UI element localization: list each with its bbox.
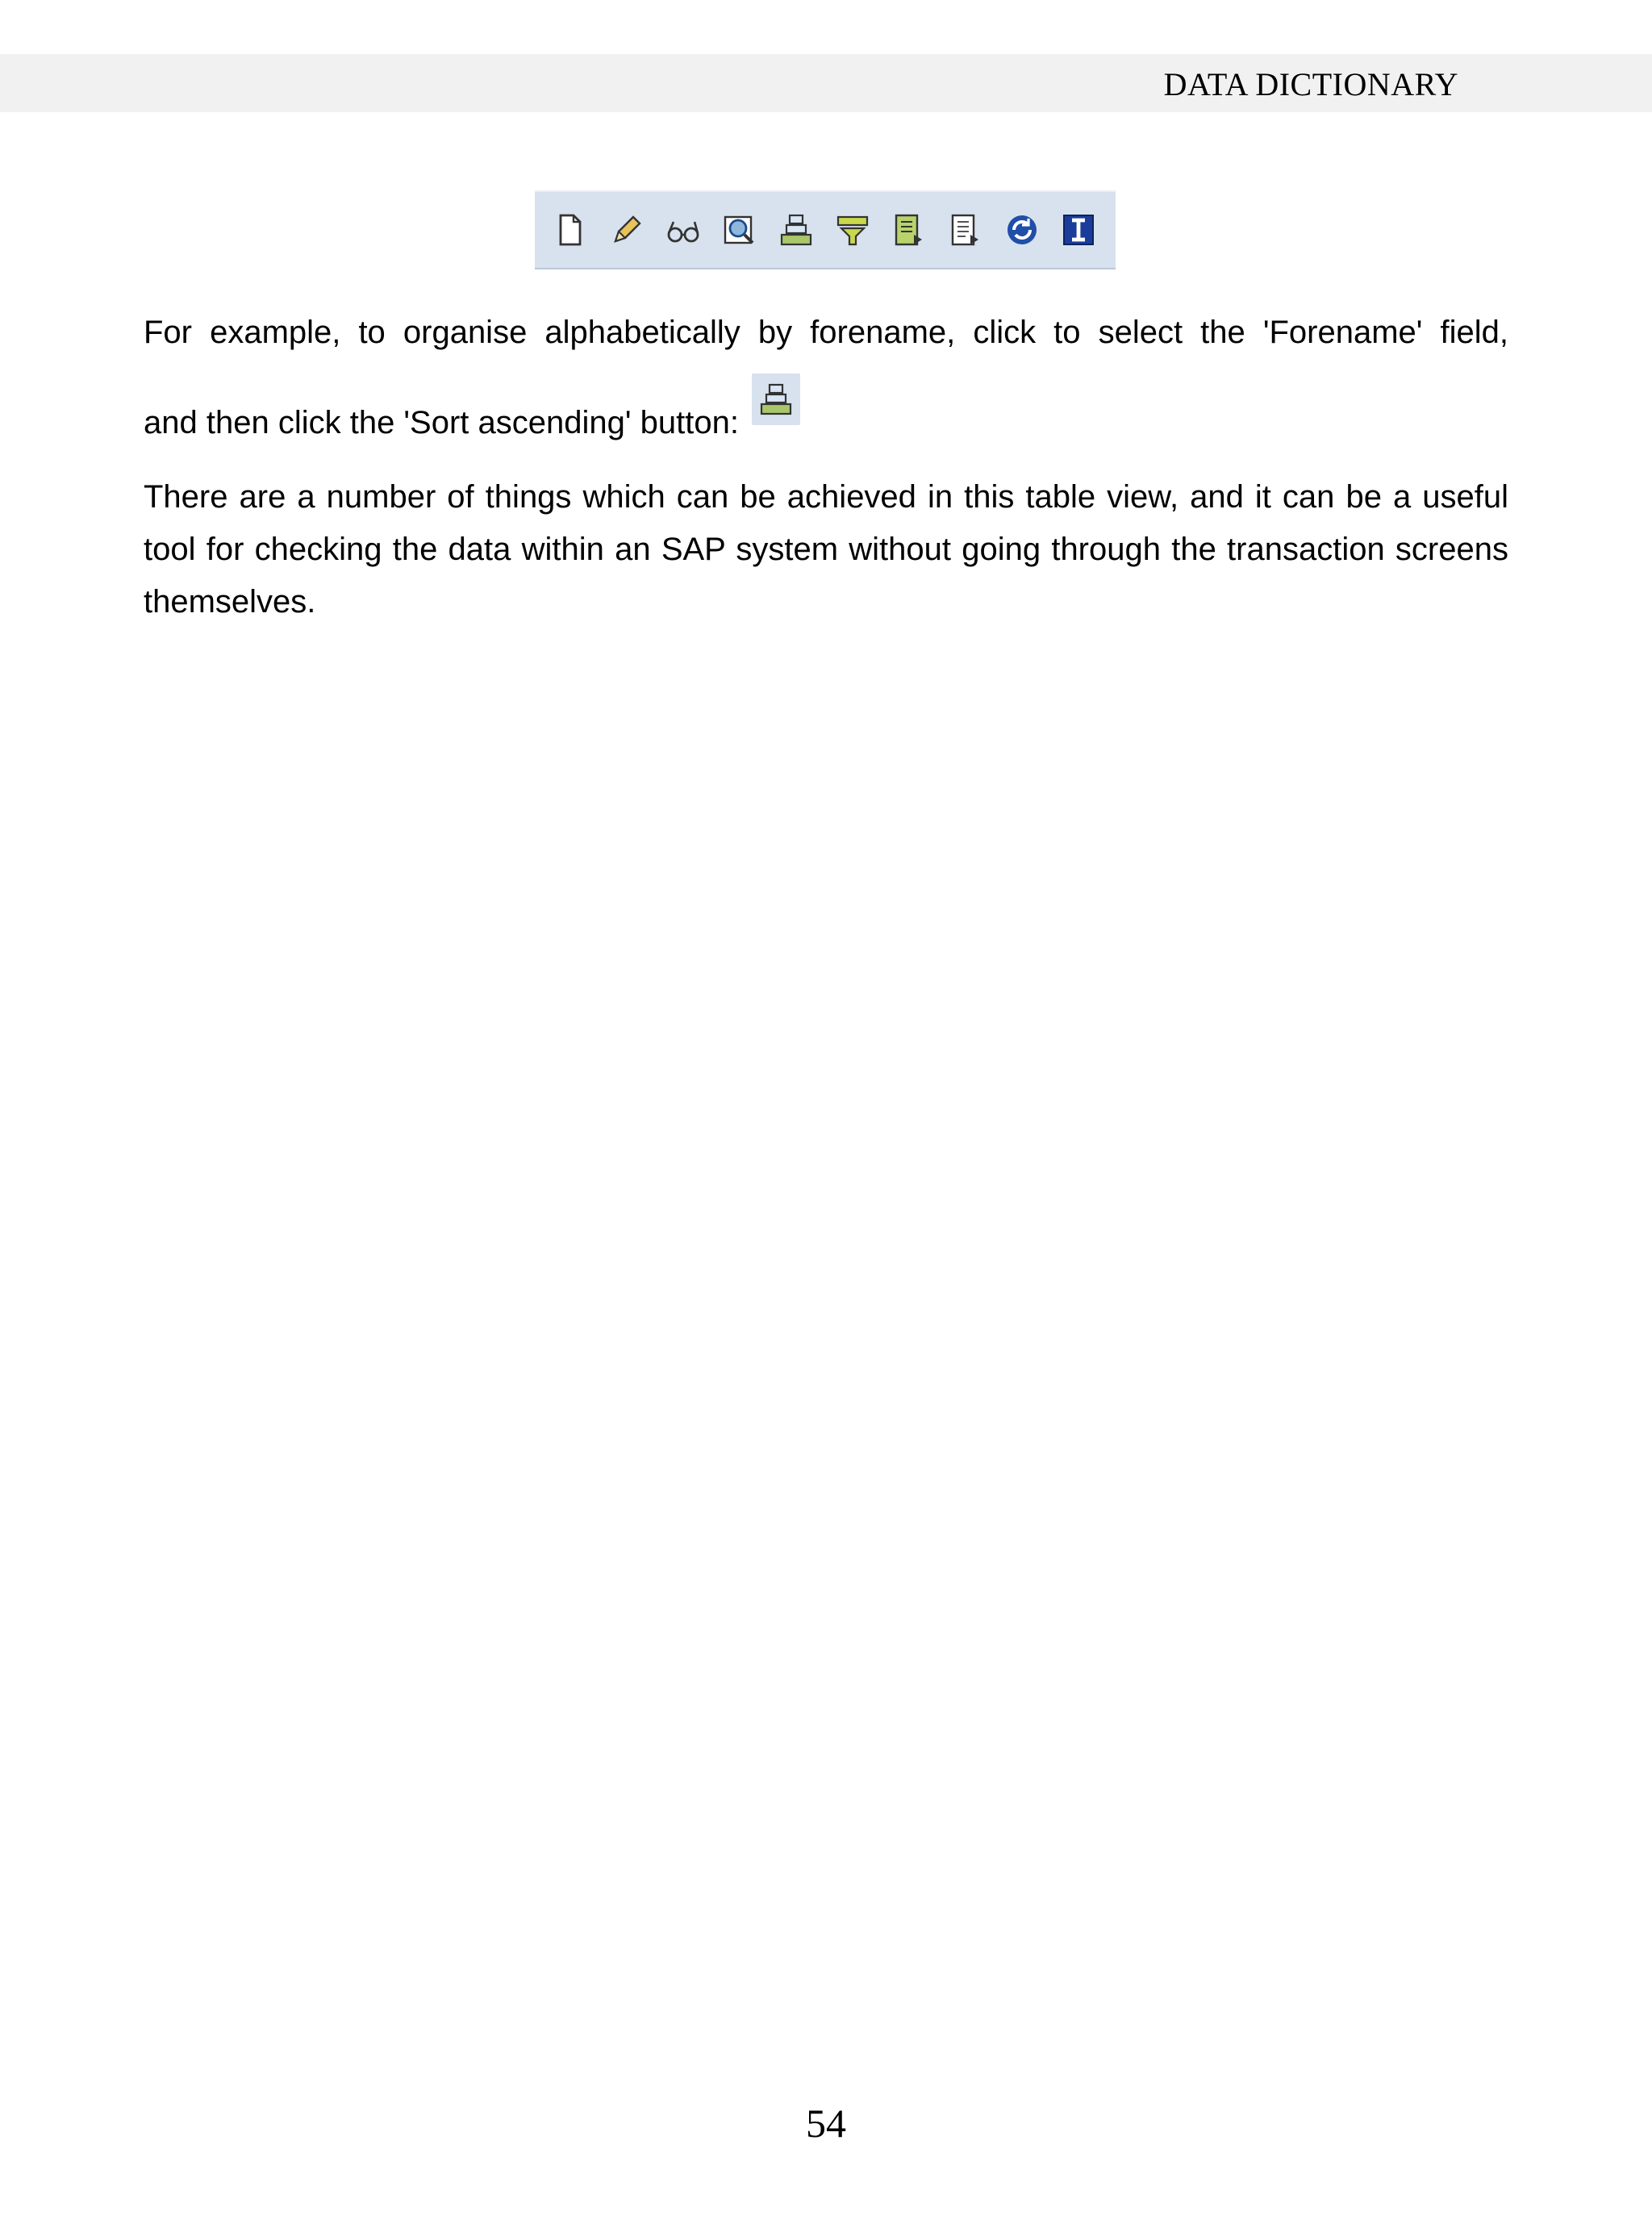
new-document-icon[interactable] (553, 212, 588, 248)
print-preview-icon[interactable] (948, 212, 983, 248)
paragraph-1-line-2-text: and then click the 'Sort ascending' button: (144, 405, 739, 440)
sort-ascending-inline-icon (752, 373, 800, 425)
sap-toolbar-screenshot (535, 190, 1116, 269)
info-icon[interactable] (1061, 212, 1096, 248)
page-number: 54 (806, 2101, 846, 2146)
export-icon[interactable] (891, 212, 927, 248)
refresh-icon[interactable] (1004, 212, 1040, 248)
running-title: DATA DICTIONARY (1163, 66, 1458, 102)
find-icon[interactable] (722, 212, 757, 248)
glasses-display-icon[interactable] (665, 212, 701, 248)
filter-icon[interactable] (835, 212, 870, 248)
paragraph-1-line-1: For example, to organise alphabetically by forename, click to select the 'Forename' field, (144, 315, 1508, 350)
pencil-edit-icon[interactable] (609, 212, 645, 248)
sort-ascending-icon[interactable] (778, 212, 814, 248)
paragraph-2: There are a number of things which can be achieved in this table view, and it can be a useful tool for checking the data within an SAP system without going through the transaction screens themselves. (144, 479, 1508, 620)
paragraph-1-line-2 (144, 385, 1508, 444)
